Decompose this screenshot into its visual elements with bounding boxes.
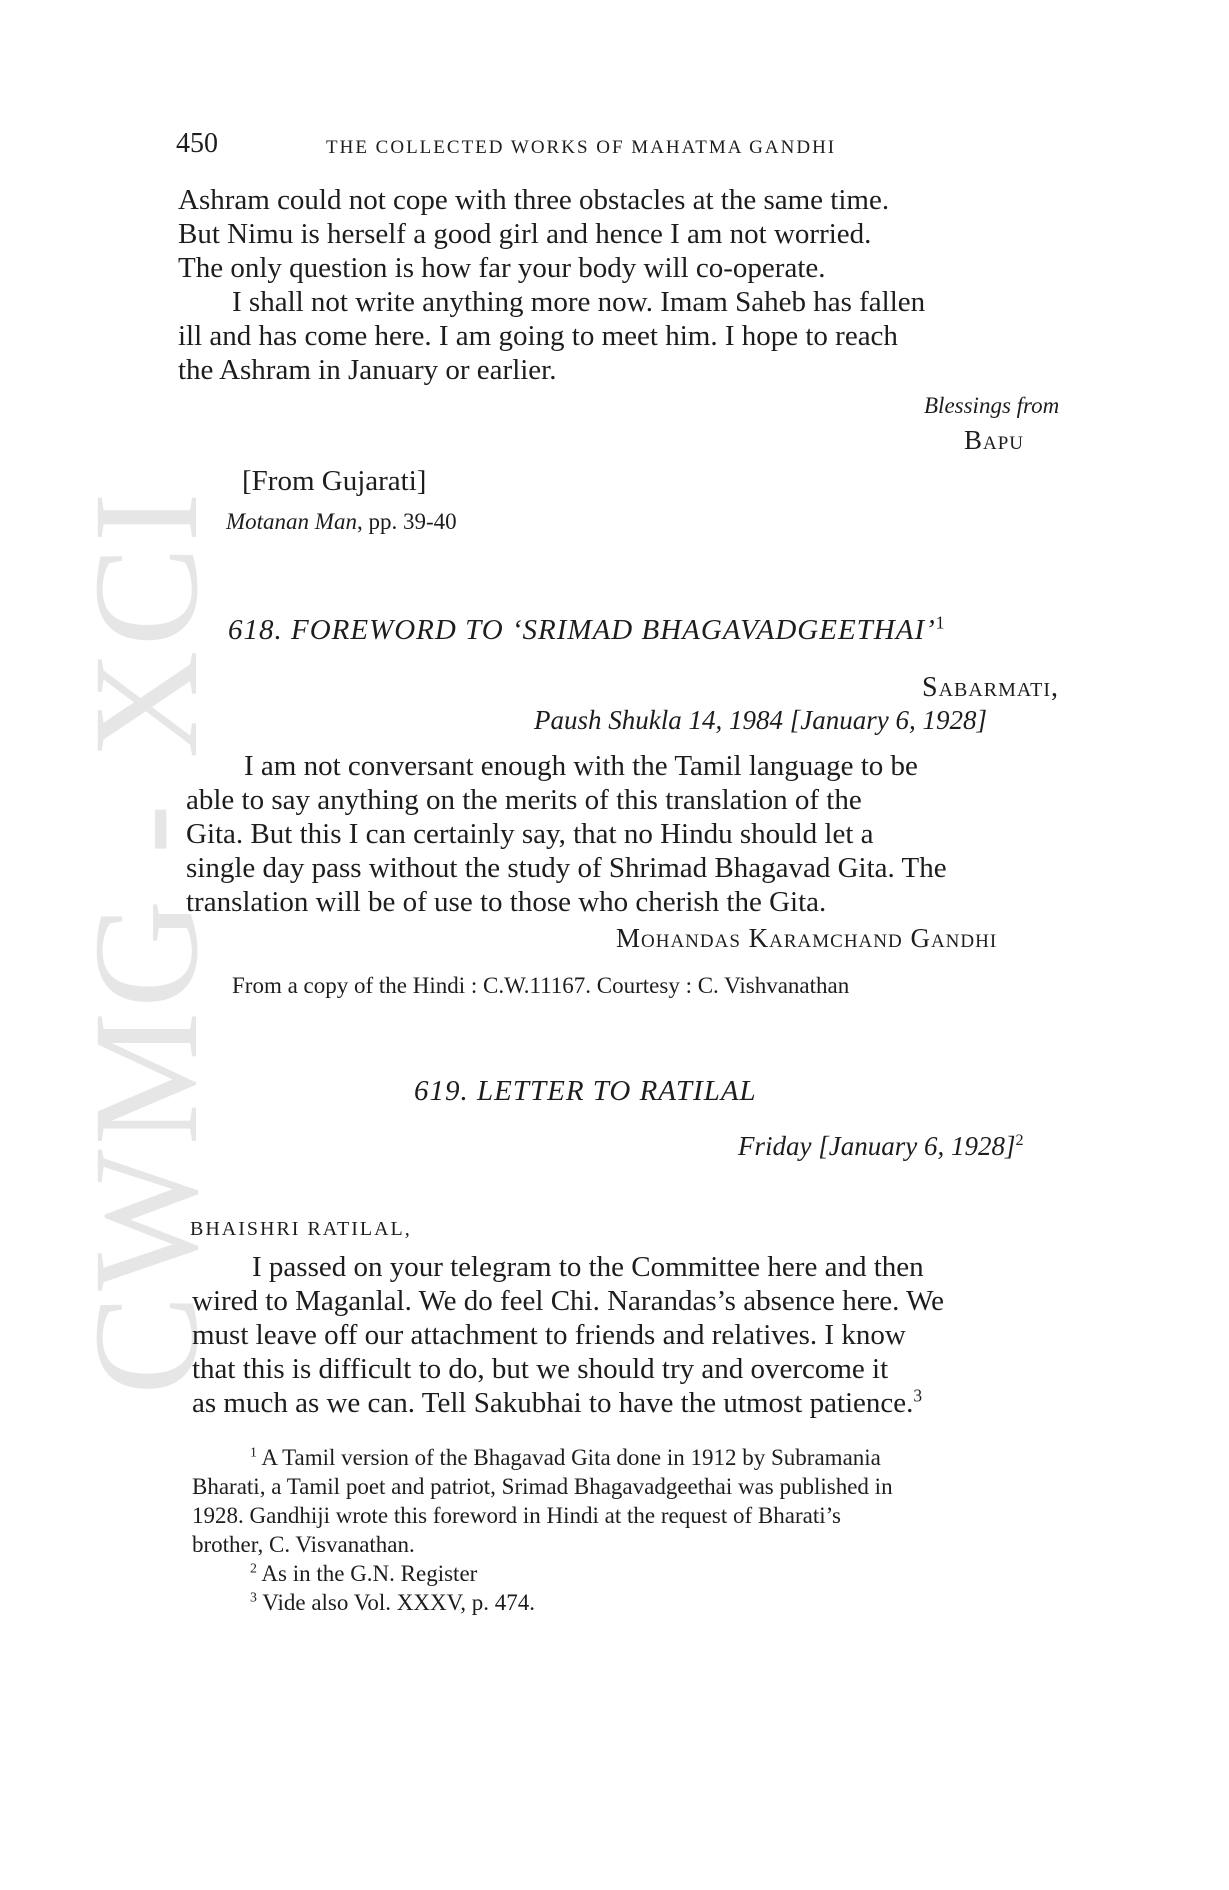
letter-line-3: The only question is how far your body will co-operate. [178, 252, 826, 284]
letter-line-4: I shall not write anything more now. Imam Saheb has fallen [232, 286, 926, 318]
running-title: THE COLLECTED WORKS OF MAHATMA GANDHI [326, 137, 837, 158]
footnote-2: $^2$ As in the G.N. Register [250, 1560, 478, 1586]
closing: Blessings from [924, 393, 1060, 418]
letter-line-6: the Ashram in January or earlier. [178, 354, 557, 386]
footnote-ref-1: 1 [935, 612, 946, 633]
footnote-ref-3: 3 [913, 1385, 923, 1406]
source-citation [226, 509, 457, 535]
source-title: Motanan Man [226, 509, 357, 534]
place: Sabarmati, [922, 672, 1060, 703]
footnote-1-first: $^1$ A Tamil version of the Bhagavad Gita done in 1912 by Subramania [250, 1444, 881, 1470]
ratilal-line-3: must leave off our attachment to friends and relatives. I know [192, 1319, 906, 1351]
source-pages: , pp. 39-40 [356, 509, 457, 534]
ratilal-line-4: that this is difficult to do, but we should try and overcome it [192, 1353, 889, 1385]
foreword-line-3: Gita. But this I can certainly say, that no Hindu should let a [186, 818, 874, 850]
footnote-2-marker: 2 [250, 1560, 257, 1576]
salutation: BHAISHRI RATILAL, [190, 1218, 412, 1240]
section-619-date: Friday [January 6, 1928]$^2$ [738, 1131, 1024, 1161]
foreword-line-2: able to say anything on the merits of this translation of the [186, 784, 862, 816]
footnote-3: $^3$ Vide also Vol. XXXV, p. 474. [250, 1589, 535, 1615]
section-619-title: 619. LETTER TO RATILAL [414, 1075, 757, 1107]
footnote-ref-2: 2 [1015, 1131, 1024, 1149]
letter-line-1: Ashram could not cope with three obstacles at the same time. [178, 184, 890, 216]
footnote-1-line-4: brother, C. Visvanathan. [192, 1532, 415, 1557]
section-618-date: Paush Shukla 14, 1984 [January 6, 1928] [534, 705, 987, 735]
ratilal-line-2: wired to Maganlal. We do feel Chi. Narandas’s absence here. We [192, 1285, 945, 1317]
ratilal-line-5: as much as we can. Tell Sakubhai to have the utmost patience.$^3$ [192, 1385, 923, 1419]
foreword-line-5: translation will be of use to those who cherish the Gita. [186, 886, 827, 918]
footnote-1-line-2: Bharati, a Tamil poet and patriot, Srimad Bhagavadgeethai was published in [192, 1474, 893, 1499]
ratilal-line-1: I passed on your telegram to the Committee here and then [252, 1251, 924, 1283]
section-618-source: From a copy of the Hindi : C.W.11167. Courtesy : C. Vishvanathan [232, 973, 850, 998]
source-language: [From Gujarati] [242, 465, 427, 497]
foreword-line-4: single day pass without the study of Shrimad Bhagavad Gita. The [186, 852, 947, 884]
watermark: CWMG - XCI [63, 488, 229, 1395]
letter-line-5: ill and has come here. I am going to meet him. I hope to reach [178, 320, 898, 352]
footnote-3-marker: 3 [250, 1589, 257, 1605]
signature-bapu: Bapu [964, 425, 1025, 455]
signature-gandhi: Mohandas Karamchand Gandhi [616, 923, 998, 953]
page-number: 450 [176, 128, 218, 159]
footnote-1-marker: 1 [250, 1444, 257, 1460]
letter-line-2: But Nimu is herself a good girl and hence I am not worried. [178, 218, 872, 250]
footnote-1-line-3: 1928. Gandhiji wrote this foreword in Hindi at the request of Bharati’s [192, 1503, 841, 1528]
foreword-line-1: I am not conversant enough with the Tamil language to be [244, 750, 918, 782]
section-618-title: 618. FOREWORD TO ‘SRIMAD BHAGAVADGEETHAI’$^1$ [228, 612, 946, 646]
